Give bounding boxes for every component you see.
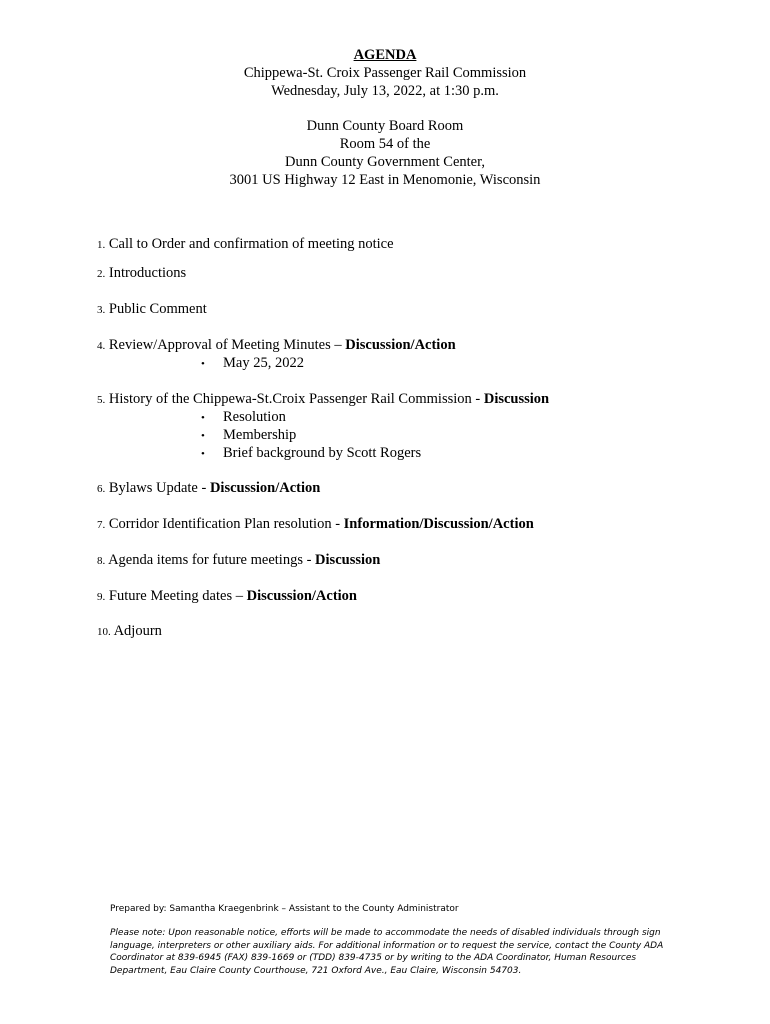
item-number: 10. <box>97 626 111 638</box>
ada-notice-line-1: Please note: Upon reasonable notice, efforts will be made to accommodate the needs of disabled individuals through sign <box>110 928 661 938</box>
bullet-icon: • <box>201 358 205 370</box>
item-text: Bylaws Update - <box>108 480 210 496</box>
bullet-text: Membership <box>223 427 297 443</box>
bullet-icon: • <box>201 448 205 460</box>
bullet-item <box>201 408 286 427</box>
location-line-2: Room 54 of the <box>339 136 431 152</box>
agenda-item-1 <box>97 235 394 254</box>
item-number: 1. <box>97 239 106 251</box>
item-number: 8. <box>97 555 106 567</box>
bullet-text: Brief background by Scott Rogers <box>223 445 422 461</box>
bullet-icon: • <box>201 430 205 442</box>
item-text: Adjourn <box>113 623 162 639</box>
bullet-text: Resolution <box>223 409 286 425</box>
item-action-tag: Discussion/Action <box>246 588 357 604</box>
ada-notice-line-4: Department, Eau Claire County Courthouse, 721 Oxford Ave., Eau Claire, Wisconsin 54703. <box>110 965 522 976</box>
item-text: Call to Order and confirmation of meeting notice <box>108 236 394 252</box>
prepared-by: Prepared by: Samantha Kraegenbrink – Assistant to the County Administrator <box>110 904 459 914</box>
agenda-item-8 <box>97 551 380 570</box>
item-number: 9. <box>97 591 106 603</box>
item-text: Introductions <box>108 265 187 281</box>
item-number: 6. <box>97 483 106 495</box>
item-number: 7. <box>97 519 106 531</box>
item-action-tag: Discussion/Action <box>209 480 321 496</box>
item-action-tag: Discussion/Action <box>345 337 456 353</box>
agenda-item-7 <box>97 515 534 534</box>
ada-notice-line-2: language, interpreters or other auxiliary aids. For additional information or to request the service, contact the County ADA <box>110 940 664 951</box>
ada-notice <box>110 927 670 977</box>
item-action-tag: Information/Discussion/Action <box>343 516 534 532</box>
bullet-item <box>201 426 296 445</box>
item-number: 5. <box>97 394 106 406</box>
item-text: Review/Approval of Meeting Minutes – <box>108 337 346 353</box>
agenda-item-5 <box>97 390 549 409</box>
item-number: 2. <box>97 268 106 280</box>
item-action-tag: Discussion <box>315 552 381 568</box>
agenda-item-9 <box>97 587 357 606</box>
item-number: 4. <box>97 340 106 352</box>
agenda-title: AGENDA <box>353 47 417 63</box>
agenda-item-3 <box>97 300 207 319</box>
item-action-tag: Discussion <box>483 391 550 407</box>
item-text: Corridor Identification Plan resolution - <box>108 516 344 532</box>
bullet-item <box>201 354 304 373</box>
bullet-text: May 25, 2022 <box>223 355 304 371</box>
location-line-1: Dunn County Board Room <box>306 118 464 134</box>
ada-notice-line-3: Coordinator at 839-6945 (FAX) 839-1669 or (TDD) 839-4735 or by writing to the ADA Coordinator, Human Resources <box>110 953 637 963</box>
item-text: History of the Chippewa-St.Croix Passenger Rail Commission - <box>108 391 484 407</box>
location-line-4: 3001 US Highway 12 East in Menomonie, Wisconsin <box>229 172 541 188</box>
location-line-3: Dunn County Government Center, <box>285 154 485 170</box>
item-text: Future Meeting dates – <box>108 588 247 604</box>
agenda-item-2 <box>97 264 186 283</box>
item-text: Agenda items for future meetings - <box>108 552 316 568</box>
item-text: Public Comment <box>108 301 207 317</box>
agenda-header <box>0 46 770 189</box>
agenda-item-10 <box>97 622 162 641</box>
meeting-date: Wednesday, July 13, 2022, at 1:30 p.m. <box>271 83 499 99</box>
bullet-item <box>201 444 421 463</box>
item-number: 3. <box>97 304 106 316</box>
agenda-item-6 <box>97 479 320 498</box>
bullet-icon: • <box>201 412 205 424</box>
agenda-item-4 <box>97 336 456 355</box>
organization-name: Chippewa-St. Croix Passenger Rail Commission <box>243 65 527 81</box>
